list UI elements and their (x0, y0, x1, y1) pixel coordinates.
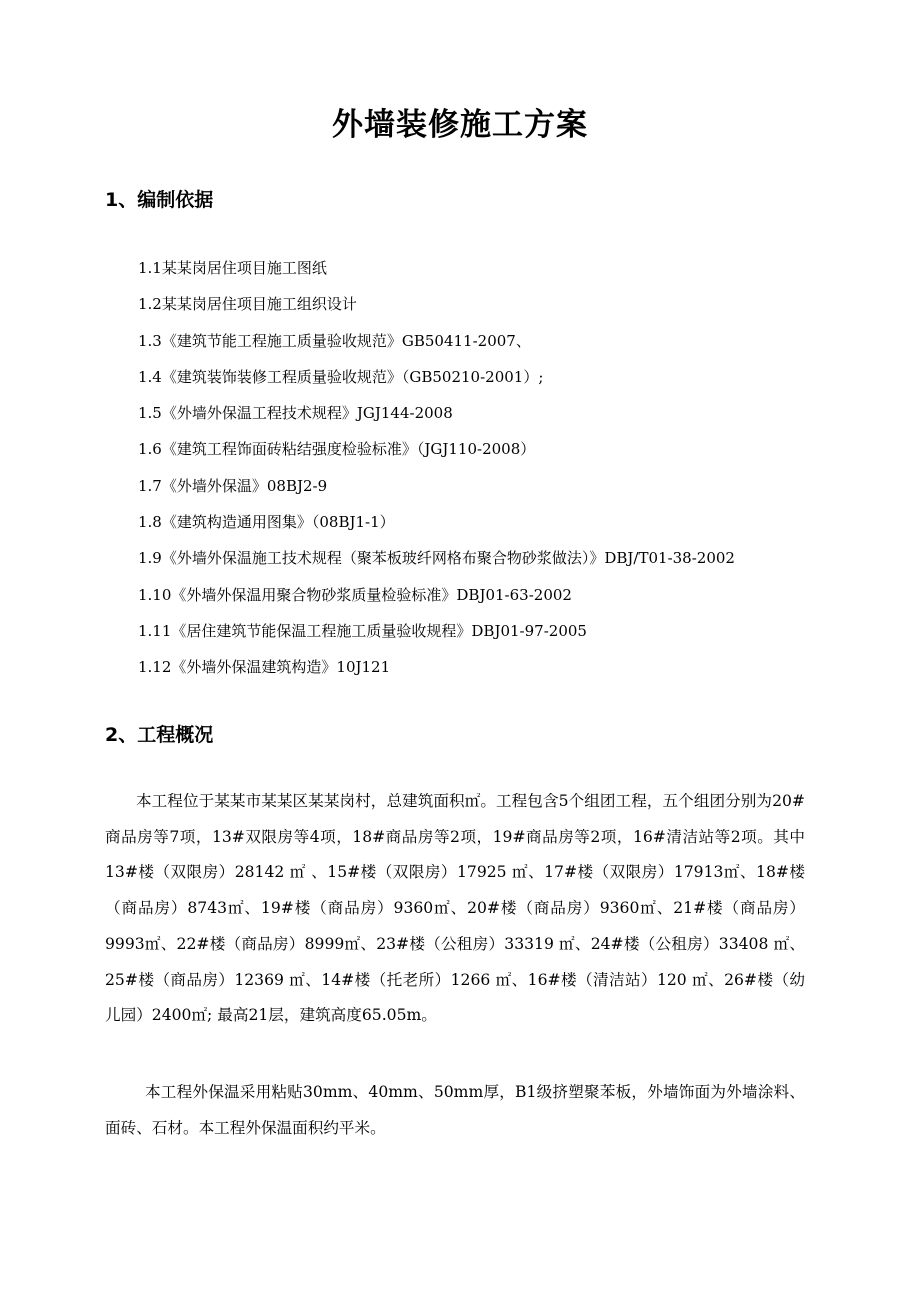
section-heading-basis: 1、编制依据 (105, 189, 214, 211)
reference-item: 1.9《外墙外保温施工技术规程（聚苯板玻纤网格布聚合物砂浆做法）》DBJ/T01-38-2002 (138, 549, 735, 568)
section-heading-overview: 2、工程概况 (105, 724, 214, 746)
reference-item: 1.10《外墙外保温用聚合物砂浆质量检验标准》DBJ01-63-2002 (138, 585, 572, 604)
reference-item: 1.2某某岗居住项目施工组织设计 (138, 295, 357, 314)
reference-item: 1.7《外墙外保温》08BJ2-9 (138, 476, 328, 495)
reference-item: 1.5《外墙外保温工程技术规程》JGJ144-2008 (138, 404, 453, 423)
reference-item: 1.12《外墙外保温建筑构造》10J121 (138, 658, 391, 677)
reference-item: 1.4《建筑装饰装修工程质量验收规范》（GB50210-2001）; (138, 367, 544, 386)
reference-item: 1.6《建筑工程饰面砖粘结强度检验标准》（JGJ110-2008） (138, 440, 536, 459)
reference-item: 1.11《居住建筑节能保温工程施工质量验收规程》DBJ01-97-2005 (138, 621, 587, 640)
insulation-paragraph: 本工程外保温采用粘贴30mm、40mm、50mm厚，B1级挤塑聚苯板，外墙饰面为外墙涂料、面砖、石材。本工程外保温面积约平米。 (105, 1083, 805, 1137)
reference-item: 1.3《建筑节能工程施工质量验收规范》GB50411-2007、 (138, 331, 531, 350)
reference-list (138, 254, 838, 690)
document-title: 外墙装修施工方案 (332, 107, 588, 143)
overview-paragraph: 本工程位于某某市某某区某某岗村，总建筑面积㎡。工程包含5个组团工程，五个组团分别为20#商品房等7项，13#双限房等4项，18#商品房等2项，19#商品房等2项，16#清洁站等2项。其中13#楼（双限房）28142 ㎡ 、15#楼（双限房）17925 ㎡、17#楼（双限房）17913㎡、18#楼（商品房）8743㎡、19#楼（商品房）9360㎡、20#楼（商品房）9360㎡、21#楼（商品房）9993㎡、22#楼（商品房）8999㎡、23#楼（公租房）33319 ㎡、24#楼（公租房）33408 ㎡、25#楼（商品房）12369 ㎡、14#楼（托老所）1266 ㎡、16#楼（清洁站）120 ㎡、26#楼（幼儿园）2400㎡; 最高21层，建筑高度65.05m。 (105, 792, 805, 1025)
reference-item: 1.1某某岗居住项目施工图纸 (138, 259, 327, 277)
reference-item: 1.8《建筑构造通用图集》（08BJ1-1） (138, 513, 395, 532)
